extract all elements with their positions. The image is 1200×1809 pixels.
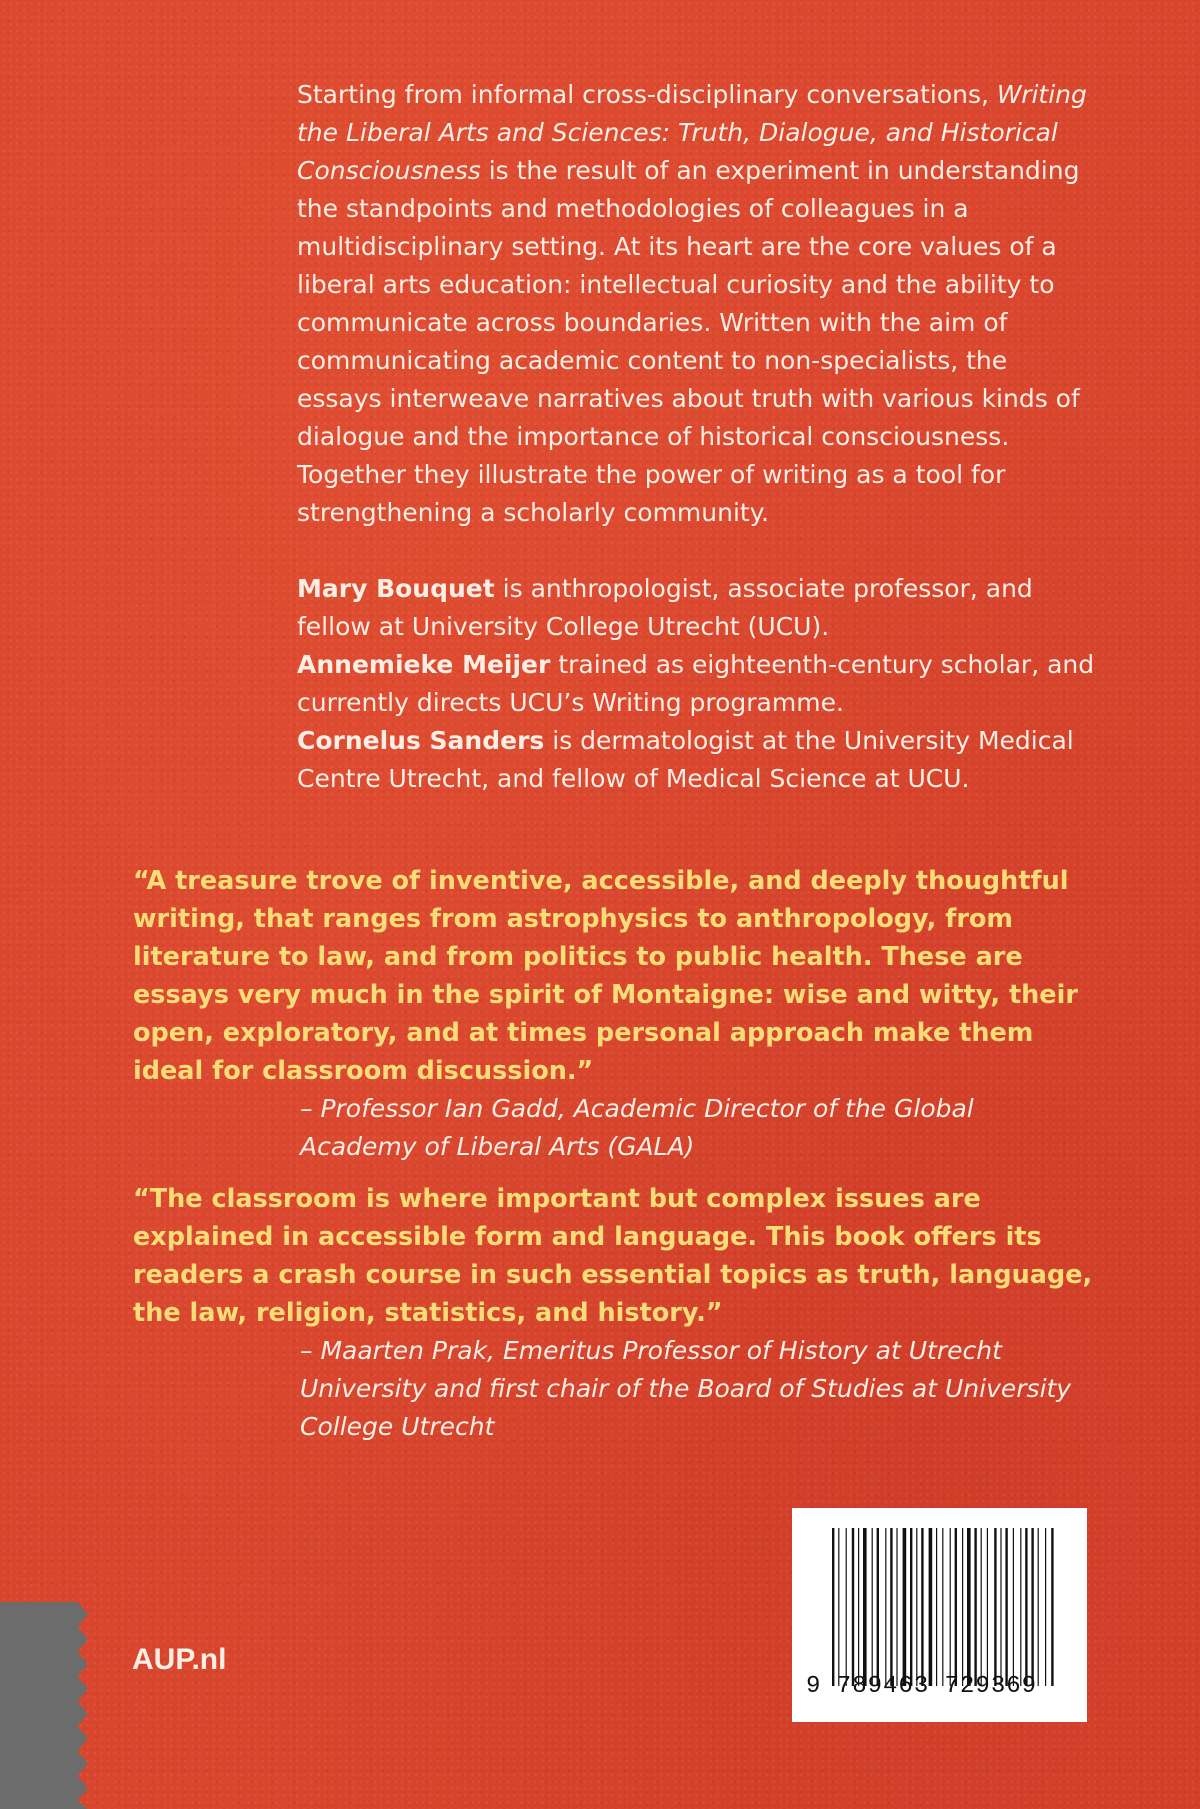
barcode-bar [885, 1528, 886, 1686]
barcode-bar [981, 1528, 982, 1686]
barcode-bar [863, 1528, 867, 1686]
barcode-bar [890, 1528, 892, 1686]
barcode-bar [910, 1528, 912, 1686]
barcode-bar [1013, 1528, 1014, 1686]
endorsement-quote [133, 862, 1093, 1166]
barcode-bar [974, 1528, 976, 1686]
barcode-bar [838, 1528, 839, 1686]
barcode-bar [903, 1528, 907, 1686]
barcode-bar [936, 1528, 937, 1686]
author-bios [297, 570, 1097, 798]
author-bio-text: is anthropologist, associate professor, and fellow at University College Utrecht (UCU). [297, 574, 1033, 641]
barcode-bar [921, 1528, 923, 1686]
barcode-bar [950, 1528, 951, 1686]
barcode-bar [1000, 1528, 1001, 1686]
barcode-bar [1045, 1528, 1046, 1686]
barcode-bar [1005, 1528, 1007, 1686]
barcode-bar [987, 1528, 988, 1686]
endorsement-quote [133, 1180, 1093, 1446]
barcode-bar [1038, 1528, 1039, 1686]
publisher-website[interactable]: AUP.nl [132, 1643, 227, 1676]
book-title: Writing the Liberal Arts and Sciences: Truth, Dialogue, and Historical Consciousness [297, 80, 1087, 185]
author-name: Mary Bouquet [297, 574, 495, 603]
barcode-bar [1025, 1528, 1027, 1686]
barcode-bar [967, 1528, 971, 1686]
barcode-bar [872, 1528, 873, 1686]
author-bio [297, 722, 1097, 798]
barcode-bar [846, 1528, 847, 1686]
isbn-barcode [792, 1508, 1087, 1722]
author-bio-text: is dermatologist at the University Medical Centre Utrecht, and fellow of Medical Science at UCU. [297, 726, 1074, 793]
description-intro: Starting from informal cross-disciplinary conversations, [297, 80, 989, 109]
barcode-bar [896, 1528, 897, 1686]
author-bio [297, 646, 1097, 722]
author-bio [297, 570, 1097, 646]
isbn-number: 9 789463 729369 [806, 1673, 1038, 1700]
book-description [297, 76, 1097, 532]
quote-attribution: – Maarten Prak, Emeritus Professor of History at Utrecht University and first chair of the Board of Studies at University College Utrecht [300, 1336, 1072, 1441]
barcode-bar [852, 1528, 854, 1686]
barcode-bar [962, 1528, 963, 1686]
quote-attribution: – Professor Ian Gadd, Academic Director of the Global Academy of Liberal Arts (GALA) [300, 1094, 974, 1161]
barcode-bars [832, 1528, 1076, 1686]
quote-text: “The classroom is where important but complex issues are explained in accessible form and language. This book offers its readers a crash course in such essential topics as truth, language, the law, religion, statistics, and history.” [133, 1184, 1093, 1328]
spine-edge-tab [0, 1602, 88, 1809]
author-name: Annemieke Meijer [297, 650, 551, 679]
author-bio-text: trained as eighteenth-century scholar, and currently directs UCU’s Writing programme. [297, 650, 1095, 717]
barcode-bar [877, 1528, 879, 1686]
barcode-bar [858, 1528, 859, 1686]
barcode-bar [929, 1528, 933, 1686]
author-name: Cornelus Sanders [297, 726, 545, 755]
barcode-bar [955, 1528, 957, 1686]
barcode-bar [942, 1528, 943, 1686]
barcode-bar [1051, 1528, 1053, 1686]
barcode-bar [1031, 1528, 1033, 1686]
barcode-bar [1020, 1528, 1021, 1686]
barcode-bar [832, 1528, 834, 1686]
barcode-bar [994, 1528, 996, 1686]
quote-text: “A treasure trove of inventive, accessible, and deeply thoughtful writing, that ranges from astrophysics to anthropology, from literature to law, and from politics to public health. These are essays very much in the spirit of Montaigne: wise and witty, their open, exploratory, and at times personal approach make them ideal for classroom discussion.” [133, 866, 1078, 1086]
barcode-bar [916, 1528, 917, 1686]
description-body: is the result of an experiment in understanding the standpoints and methodologies of colleagues in a multidisciplinary setting. At its heart are the core values of a liberal arts education: intellectual curiosity and the ability to communicate across boundaries. Written with the aim of communicating academic content to non-specialists, the essays interweave narratives about truth with various kinds of dialogue and the importance of historical consciousness. Together they illustrate the power of writing as a tool for strengthening a scholarly community. [297, 156, 1080, 527]
